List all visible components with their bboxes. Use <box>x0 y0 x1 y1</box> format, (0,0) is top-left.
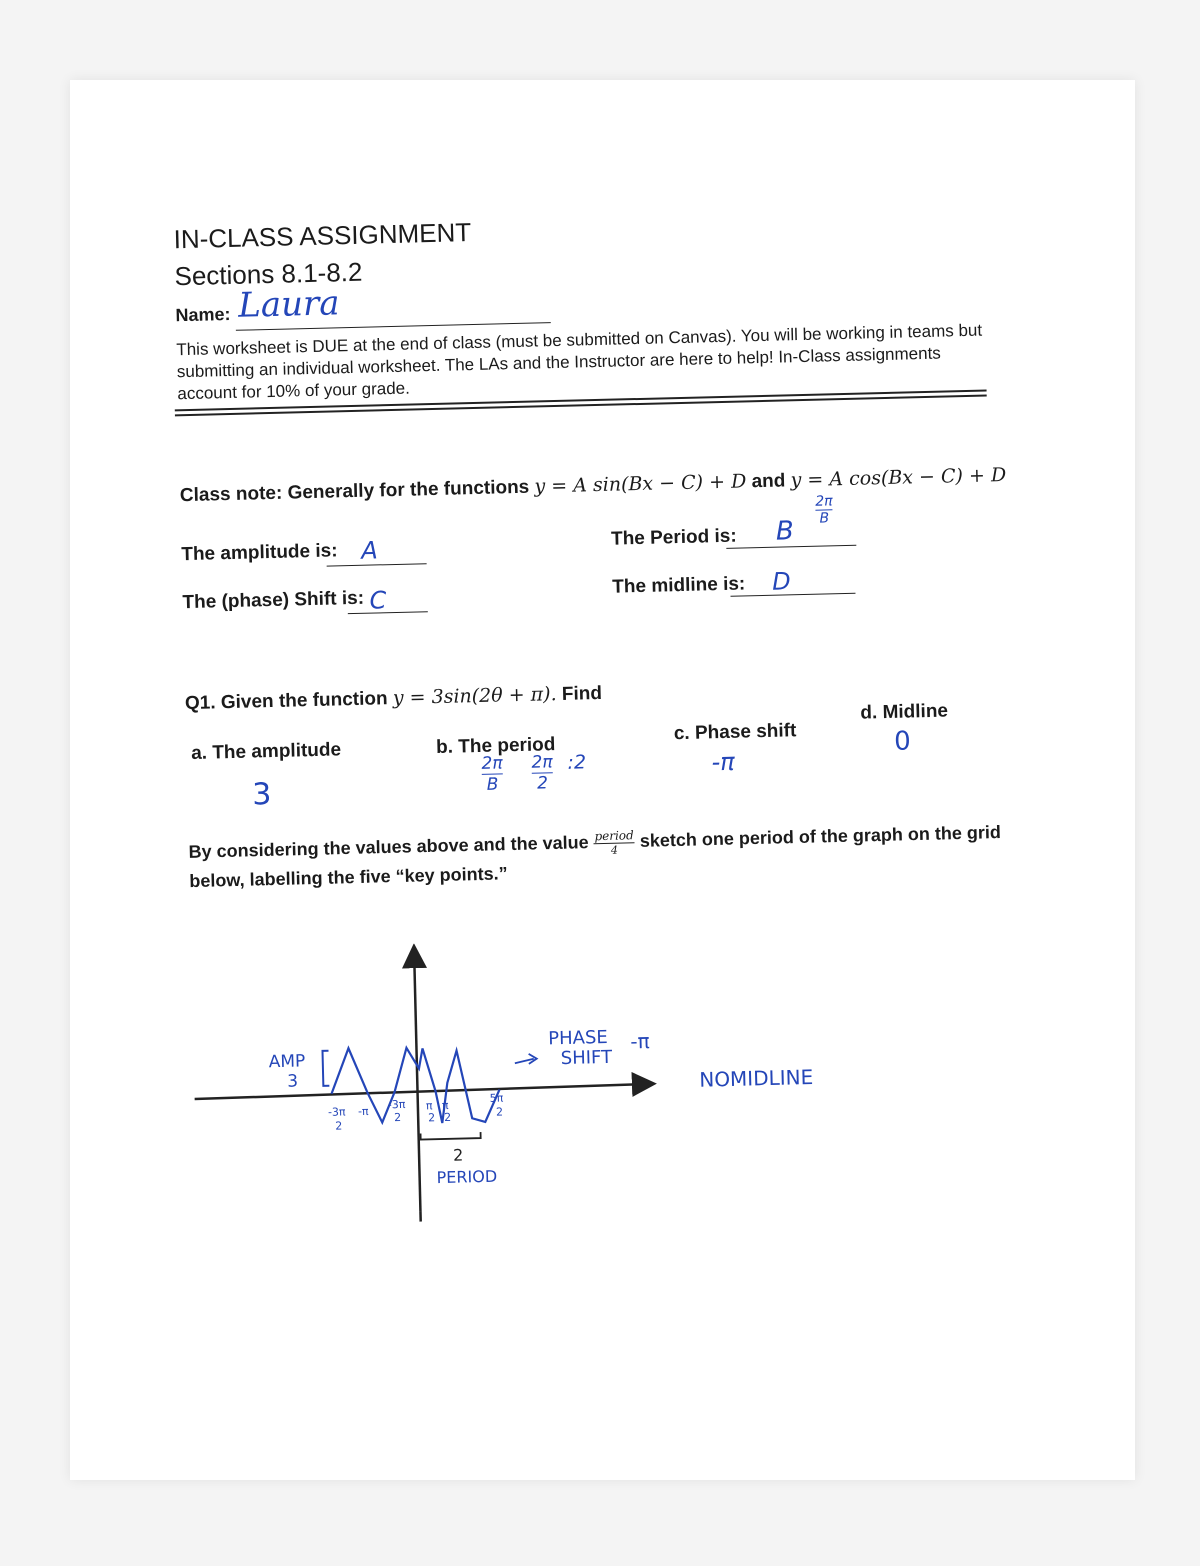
tick-label-5: π <box>442 1099 449 1112</box>
period-value: 2 <box>453 1146 464 1165</box>
tick-label-3: -3π <box>388 1098 406 1111</box>
tick-label-1: -3π <box>328 1105 346 1118</box>
sine-curve <box>330 1045 500 1126</box>
tick-denom-6: 2 <box>496 1106 503 1119</box>
amplitude-answer: A <box>361 536 378 564</box>
tick-denom-1: 2 <box>335 1119 342 1132</box>
q1b-work-frac-1 <box>481 753 503 795</box>
sketch-text-3: below, labelling the five “key points.” <box>189 863 508 892</box>
phase-value: -π <box>630 1029 650 1053</box>
q1-function: y = 3sin(2θ + π). <box>393 683 557 709</box>
midline-answer: D <box>772 567 791 595</box>
q1a-label: a. The amplitude <box>191 739 341 765</box>
no-midline-note: NOMIDLINE <box>699 1065 813 1092</box>
class-note <box>180 464 1007 507</box>
shift-answer: C <box>369 586 386 614</box>
q1-prompt <box>185 682 603 715</box>
amplitude-label: The amplitude is: <box>181 540 338 566</box>
q1-number: Q1. <box>185 692 216 714</box>
sine-sketch <box>176 932 903 1240</box>
q1d-answer: 0 <box>894 726 911 756</box>
q1b-work-den-1: B <box>482 774 504 795</box>
tick-label-6: 5π <box>490 1091 504 1104</box>
q1-find: Find <box>562 683 603 705</box>
tick-label-4: π <box>426 1099 433 1112</box>
phase-label-2: SHIFT <box>561 1047 614 1069</box>
tick-denom-5: 2 <box>444 1111 451 1124</box>
period-answer-den: B <box>815 510 833 526</box>
q1c-label: c. Phase shift <box>674 720 797 745</box>
assignment-title: IN-CLASS ASSIGNMENT <box>173 217 471 255</box>
sketch-fraction <box>593 828 635 857</box>
tick-denom-3: 2 <box>394 1111 401 1124</box>
shift-label: The (phase) Shift is: <box>182 588 364 614</box>
sketch-text-2: sketch one period of the graph on the grid <box>640 822 1001 851</box>
q1a-answer: 3 <box>252 777 272 812</box>
class-note-joiner: and <box>751 470 785 492</box>
tick-label-2: -π <box>358 1105 369 1118</box>
instructions-text: This worksheet is DUE at the end of class (must be submitted on Canvas). You will be working in teams but submitting an individual worksheet. The LAs and the Instructor are here to help! In-Class assignments account for 10% of your grade. <box>176 319 987 405</box>
q1c-answer: -π <box>711 748 735 777</box>
x-axis <box>195 1084 645 1099</box>
sketch-frac-den: 4 <box>594 843 636 857</box>
period-label: The Period is: <box>611 526 737 551</box>
q1-sketch-instructions <box>188 819 1001 867</box>
sketch-text-1: By considering the values above and the value <box>188 832 588 862</box>
q1b-work-eq: :2 <box>567 751 586 773</box>
q1b-work-frac-2 <box>531 752 553 794</box>
midline-label: The midline is: <box>612 573 746 598</box>
y-axis <box>414 956 420 1212</box>
period-label: PERIOD <box>436 1167 497 1187</box>
q1b-work-num-1: 2π <box>481 753 503 775</box>
amplitude-bracket <box>323 1051 330 1086</box>
q1b-label: b. The period <box>436 734 556 759</box>
amp-label: AMP <box>269 1051 306 1072</box>
period-bracket <box>421 1132 481 1139</box>
period-answer-b: B <box>776 516 795 546</box>
tick-denom-4: 2 <box>428 1111 435 1124</box>
q1-prompt-text: Given the function <box>221 688 388 713</box>
q1b-work-num-2: 2π <box>531 752 553 774</box>
phase-label-1: PHASE <box>548 1027 608 1049</box>
q1b-work-den-2: 2 <box>532 773 554 794</box>
name-label: Name: <box>175 304 231 326</box>
q1d-label: d. Midline <box>860 701 948 725</box>
class-note-formula-sin: y = A sin(Bx − C) + D <box>534 470 746 497</box>
name-value: Laura <box>238 283 340 325</box>
period-answer-num: 2π <box>815 493 833 510</box>
class-note-prefix: Class note: Generally for the functions <box>180 477 530 507</box>
period-answer-fraction <box>815 493 833 526</box>
midline-underline <box>731 593 856 597</box>
class-note-formula-cos: y = A cos(Bx − C) + D <box>790 464 1006 491</box>
shift-underline <box>348 611 428 614</box>
sketch-frac-num: period <box>593 828 635 844</box>
sections-title: Sections 8.1-8.2 <box>174 257 363 293</box>
amp-value: 3 <box>287 1072 298 1092</box>
